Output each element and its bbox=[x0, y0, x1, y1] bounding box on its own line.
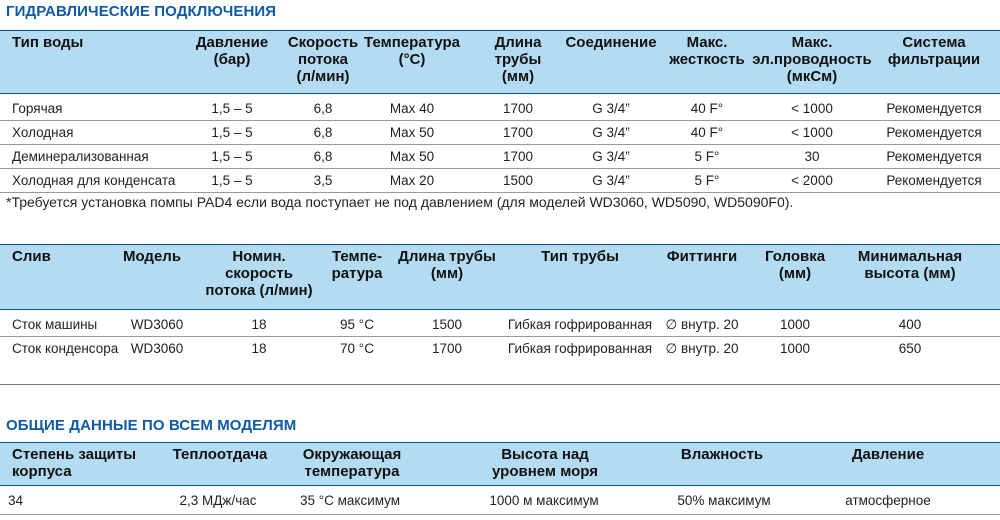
hydraulic-cell-5: G 3/4” bbox=[592, 173, 630, 188]
drain-cell-1: WD3060 bbox=[130, 341, 184, 356]
hydraulic-cell-0: Холодная bbox=[12, 125, 74, 140]
drain-cell-5: Гибкая гофрированная bbox=[507, 317, 653, 332]
drain-cell-2: 18 bbox=[251, 341, 267, 356]
hydraulic-cell-3: Max 50 bbox=[389, 125, 435, 140]
hydraulic-cell-5: G 3/4” bbox=[592, 101, 630, 116]
drain-cell-1: WD3060 bbox=[130, 317, 184, 332]
hydraulic-header-3: Температура (°C) bbox=[364, 34, 460, 68]
general-table-header bbox=[0, 442, 1000, 486]
drain-table-row bbox=[0, 337, 1000, 361]
hydraulic-cell-2: 6,8 bbox=[313, 101, 333, 116]
general-cell-4: 50% максимум bbox=[677, 493, 771, 508]
drain-cell-2: 18 bbox=[251, 317, 267, 332]
drain-cell-5: Гибкая гофрированная bbox=[507, 341, 653, 356]
general-header-5: Давление bbox=[851, 446, 925, 463]
drain-cell-4: 1700 bbox=[431, 341, 463, 356]
drain-cell-6: ∅ внутр. 20 bbox=[665, 341, 739, 356]
hydraulic-cell-7: < 1000 bbox=[791, 101, 833, 116]
general-cell-5: атмосферное bbox=[845, 493, 931, 508]
general-cell-1: 2,3 МДж/час bbox=[179, 493, 257, 508]
hydraulic-cell-0: Деминерализованная bbox=[12, 149, 149, 164]
hydraulic-table-row bbox=[0, 145, 1000, 169]
hydraulic-cell-8: Рекомендуется bbox=[886, 101, 982, 116]
hydraulic-header-8: Система фильтрации bbox=[887, 34, 981, 68]
hydraulic-header-5: Соединение bbox=[565, 34, 657, 51]
drain-cell-3: 70 °C bbox=[340, 341, 374, 356]
drain-header-2: Номин. скорость потока (л/мин) bbox=[205, 248, 313, 299]
drain-table-row bbox=[0, 313, 1000, 337]
hydraulic-table-header bbox=[0, 30, 1000, 94]
hydraulic-cell-1: 1,5 – 5 bbox=[211, 149, 253, 164]
drain-header-7: Головка (мм) bbox=[764, 248, 826, 282]
drain-table-header bbox=[0, 244, 1000, 310]
hydraulic-table-row bbox=[0, 169, 1000, 193]
drain-cell-4: 1500 bbox=[431, 317, 463, 332]
drain-header-0: Слив bbox=[12, 248, 51, 265]
hydraulic-cell-6: 40 F° bbox=[690, 125, 724, 140]
hydraulic-cell-1: 1,5 – 5 bbox=[211, 101, 253, 116]
drain-header-6: Фиттинги bbox=[666, 248, 738, 265]
hydraulic-footnote: *Требуется установка помпы PAD4 если вода поступает не под давлением (для моделей WD3060, WD5090, WD5090F0). bbox=[6, 194, 794, 210]
general-cell-0: 34 bbox=[8, 493, 24, 508]
drain-end-rule bbox=[0, 384, 1000, 385]
hydraulic-cell-5: G 3/4” bbox=[592, 125, 630, 140]
hydraulic-cell-8: Рекомендуется bbox=[886, 149, 982, 164]
general-header-1: Теплоотдача bbox=[172, 446, 268, 463]
hydraulic-cell-1: 1,5 – 5 bbox=[211, 173, 253, 188]
general-table-row bbox=[0, 489, 1000, 515]
drain-cell-0: Сток машины bbox=[12, 317, 98, 332]
hydraulic-cell-4: 1500 bbox=[502, 173, 534, 188]
hydraulic-cell-0: Холодная для конденсата bbox=[12, 173, 176, 188]
drain-cell-8: 400 bbox=[898, 317, 922, 332]
hydraulic-cell-8: Рекомендуется bbox=[886, 173, 982, 188]
drain-header-5: Тип трубы bbox=[541, 248, 619, 265]
hydraulic-section-title: ГИДРАВЛИЧЕСКИЕ ПОДКЛЮЧЕНИЯ bbox=[6, 3, 277, 20]
hydraulic-cell-2: 6,8 bbox=[313, 149, 333, 164]
hydraulic-cell-8: Рекомендуется bbox=[886, 125, 982, 140]
drain-cell-3: 95 °C bbox=[340, 317, 374, 332]
hydraulic-cell-0: Горячая bbox=[12, 101, 63, 116]
drain-cell-7: 1000 bbox=[779, 317, 811, 332]
general-header-2: Окружающая температура bbox=[302, 446, 402, 480]
drain-cell-7: 1000 bbox=[779, 341, 811, 356]
hydraulic-cell-7: < 2000 bbox=[791, 173, 833, 188]
hydraulic-cell-6: 5 F° bbox=[694, 173, 720, 188]
hydraulic-header-2: Скорость потока (л/мин) bbox=[287, 34, 359, 85]
hydraulic-cell-3: Max 50 bbox=[389, 149, 435, 164]
general-cell-2: 35 °C максимум bbox=[299, 493, 401, 508]
drain-header-4: Длина трубы (мм) bbox=[398, 248, 496, 282]
drain-cell-6: ∅ внутр. 20 bbox=[665, 317, 739, 332]
hydraulic-cell-4: 1700 bbox=[502, 101, 534, 116]
general-header-0: Степень защиты корпуса bbox=[12, 446, 137, 480]
hydraulic-cell-4: 1700 bbox=[502, 149, 534, 164]
general-header-4: Влажность bbox=[680, 446, 764, 463]
hydraulic-cell-6: 5 F° bbox=[694, 149, 720, 164]
drain-cell-8: 650 bbox=[898, 341, 922, 356]
hydraulic-header-1: Давление (бар) bbox=[195, 34, 269, 68]
hydraulic-cell-3: Max 40 bbox=[389, 101, 435, 116]
hydraulic-header-4: Длина трубы (мм) bbox=[494, 34, 542, 85]
drain-cell-0: Сток конденсора bbox=[12, 341, 119, 356]
hydraulic-cell-4: 1700 bbox=[502, 125, 534, 140]
hydraulic-cell-7: 30 bbox=[804, 149, 820, 164]
drain-header-1: Модель bbox=[122, 248, 182, 265]
drain-header-8: Минимальная высота (мм) bbox=[857, 248, 963, 282]
hydraulic-header-7: Макс. эл.проводность (мкСм) bbox=[752, 34, 872, 85]
hydraulic-cell-2: 3,5 bbox=[313, 173, 333, 188]
hydraulic-header-0: Тип воды bbox=[12, 34, 84, 51]
hydraulic-header-6: Макс. жесткость bbox=[669, 34, 745, 68]
hydraulic-cell-3: Max 20 bbox=[389, 173, 435, 188]
hydraulic-cell-2: 6,8 bbox=[313, 125, 333, 140]
hydraulic-table-row bbox=[0, 121, 1000, 145]
drain-header-3: Темпе- ратура bbox=[331, 248, 383, 282]
hydraulic-cell-1: 1,5 – 5 bbox=[211, 125, 253, 140]
hydraulic-table-row bbox=[0, 97, 1000, 121]
general-cell-3: 1000 м максимум bbox=[489, 493, 599, 508]
hydraulic-cell-5: G 3/4” bbox=[592, 149, 630, 164]
general-header-3: Высота над уровнем моря bbox=[492, 446, 598, 480]
hydraulic-cell-6: 40 F° bbox=[690, 101, 724, 116]
hydraulic-cell-7: < 1000 bbox=[791, 125, 833, 140]
general-section-title: ОБЩИЕ ДАННЫЕ ПО ВСЕМ МОДЕЛЯМ bbox=[6, 417, 297, 434]
